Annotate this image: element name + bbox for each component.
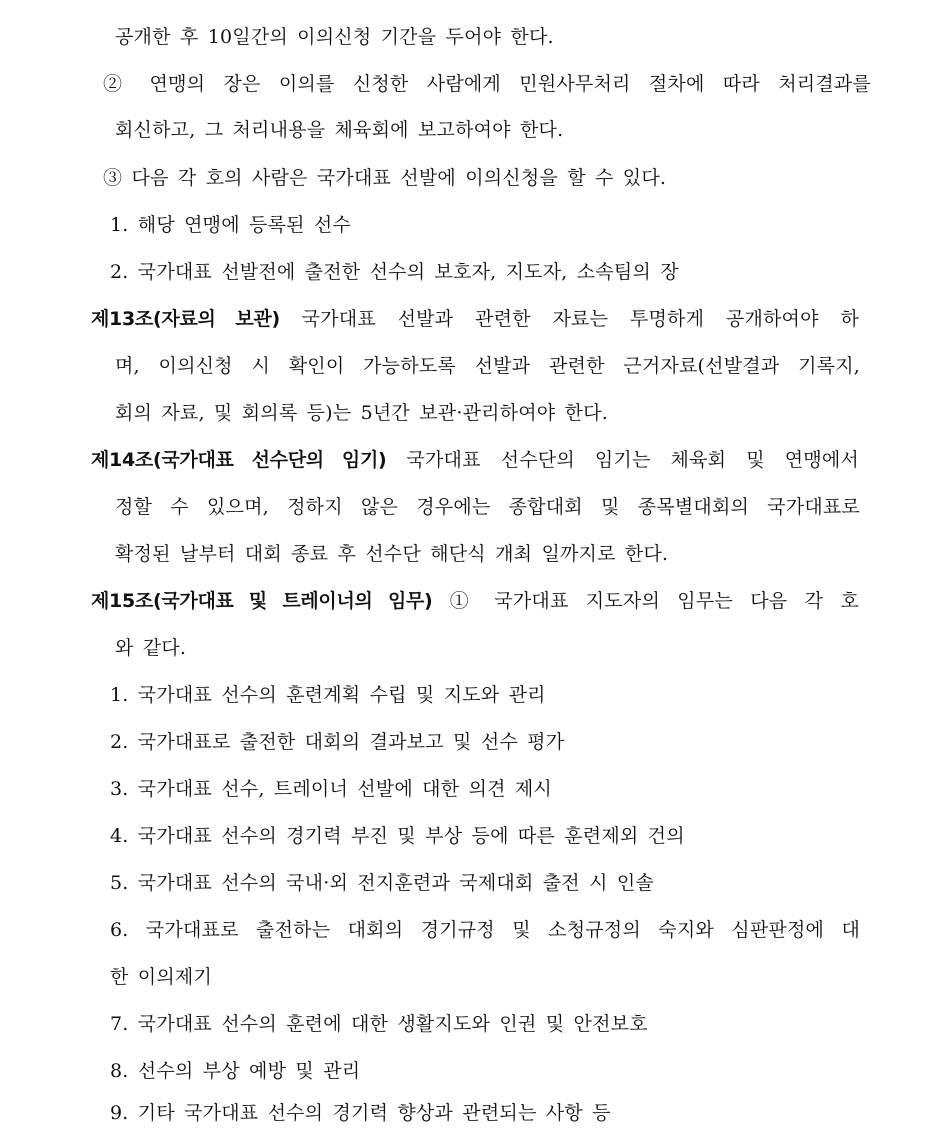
article-14-cont-1: 정할 수 있으며, 정하지 않은 경우에는 종합대회 및 종목별대회의 국가대표로 [115, 496, 860, 518]
article-13-text: 국가대표 선발과 관련한 자료는 투명하게 공개하여야 하 [301, 308, 859, 330]
article-15-item-3: 3. 국가대표 선수, 트레이너 선발에 대한 의견 제시 [110, 778, 552, 800]
paragraph-2-line-2: 회신하고, 그 처리내용을 체육회에 보고하여야 한다. [115, 119, 564, 141]
article-13-cont-2: 회의 자료, 및 회의록 등)는 5년간 보관·관리하여야 한다. [115, 402, 608, 424]
paragraph-2-line-1: ② 연맹의 장은 이의를 신청한 사람에게 민원사무처리 절차에 따라 처리결과를 [103, 73, 871, 95]
article-14 [91, 447, 859, 473]
article-14-cont-2: 확정된 날부터 대회 종료 후 선수단 해단식 개최 일까지로 한다. [115, 543, 669, 565]
line-public-notice: 공개한 후 10일간의 이의신청 기간을 두어야 한다. [115, 26, 554, 48]
article-15-item-1: 1. 국가대표 선수의 훈련계획 수립 및 지도와 관리 [110, 684, 546, 706]
article-13 [91, 306, 859, 332]
item-1: 1. 해당 연맹에 등록된 선수 [110, 214, 352, 236]
article-15-item-7: 7. 국가대표 선수의 훈련에 대한 생활지도와 인권 및 안전보호 [110, 1013, 648, 1035]
article-14-text: 국가대표 선수단의 임기는 체육회 및 연맹에서 [406, 449, 859, 471]
article-15-cont-1: 와 같다. [115, 637, 187, 659]
article-15-item-8: 8. 선수의 부상 예방 및 관리 [110, 1060, 361, 1082]
article-15-item-2: 2. 국가대표로 출전한 대회의 결과보고 및 선수 평가 [110, 731, 565, 753]
article-13-cont-1: 며, 이의신청 시 확인이 가능하도록 선발과 관련한 근거자료(선발결과 기록지, [115, 355, 860, 377]
article-15-item-9: 9. 기타 국가대표 선수의 경기력 향상과 관련되는 사항 등 [110, 1102, 611, 1124]
article-13-heading: 제13조(자료의 보관) [91, 308, 280, 330]
item-2: 2. 국가대표 선발전에 출전한 선수의 보호자, 지도자, 소속팀의 장 [110, 261, 679, 283]
article-15-item-4: 4. 국가대표 선수의 경기력 부진 및 부상 등에 따른 훈련제외 건의 [110, 825, 685, 847]
article-15-item-5: 5. 국가대표 선수의 국내·외 전지훈련과 국제대회 출전 시 인솔 [110, 872, 654, 894]
article-14-heading: 제14조(국가대표 선수단의 임기) [91, 449, 387, 471]
article-15 [91, 588, 859, 614]
article-15-text: ① 국가대표 지도자의 임무는 다음 각 호 [449, 590, 860, 612]
article-15-item-6: 6. 국가대표로 출전하는 대회의 경기규정 및 소청규정의 숙지와 심판판정에 대 [110, 919, 860, 941]
article-15-heading: 제15조(국가대표 및 트레이너의 임무) [91, 590, 433, 612]
paragraph-3: ③ 다음 각 호의 사람은 국가대표 선발에 이의신청을 할 수 있다. [103, 167, 667, 189]
article-15-item-6-cont: 한 이의제기 [110, 966, 213, 988]
